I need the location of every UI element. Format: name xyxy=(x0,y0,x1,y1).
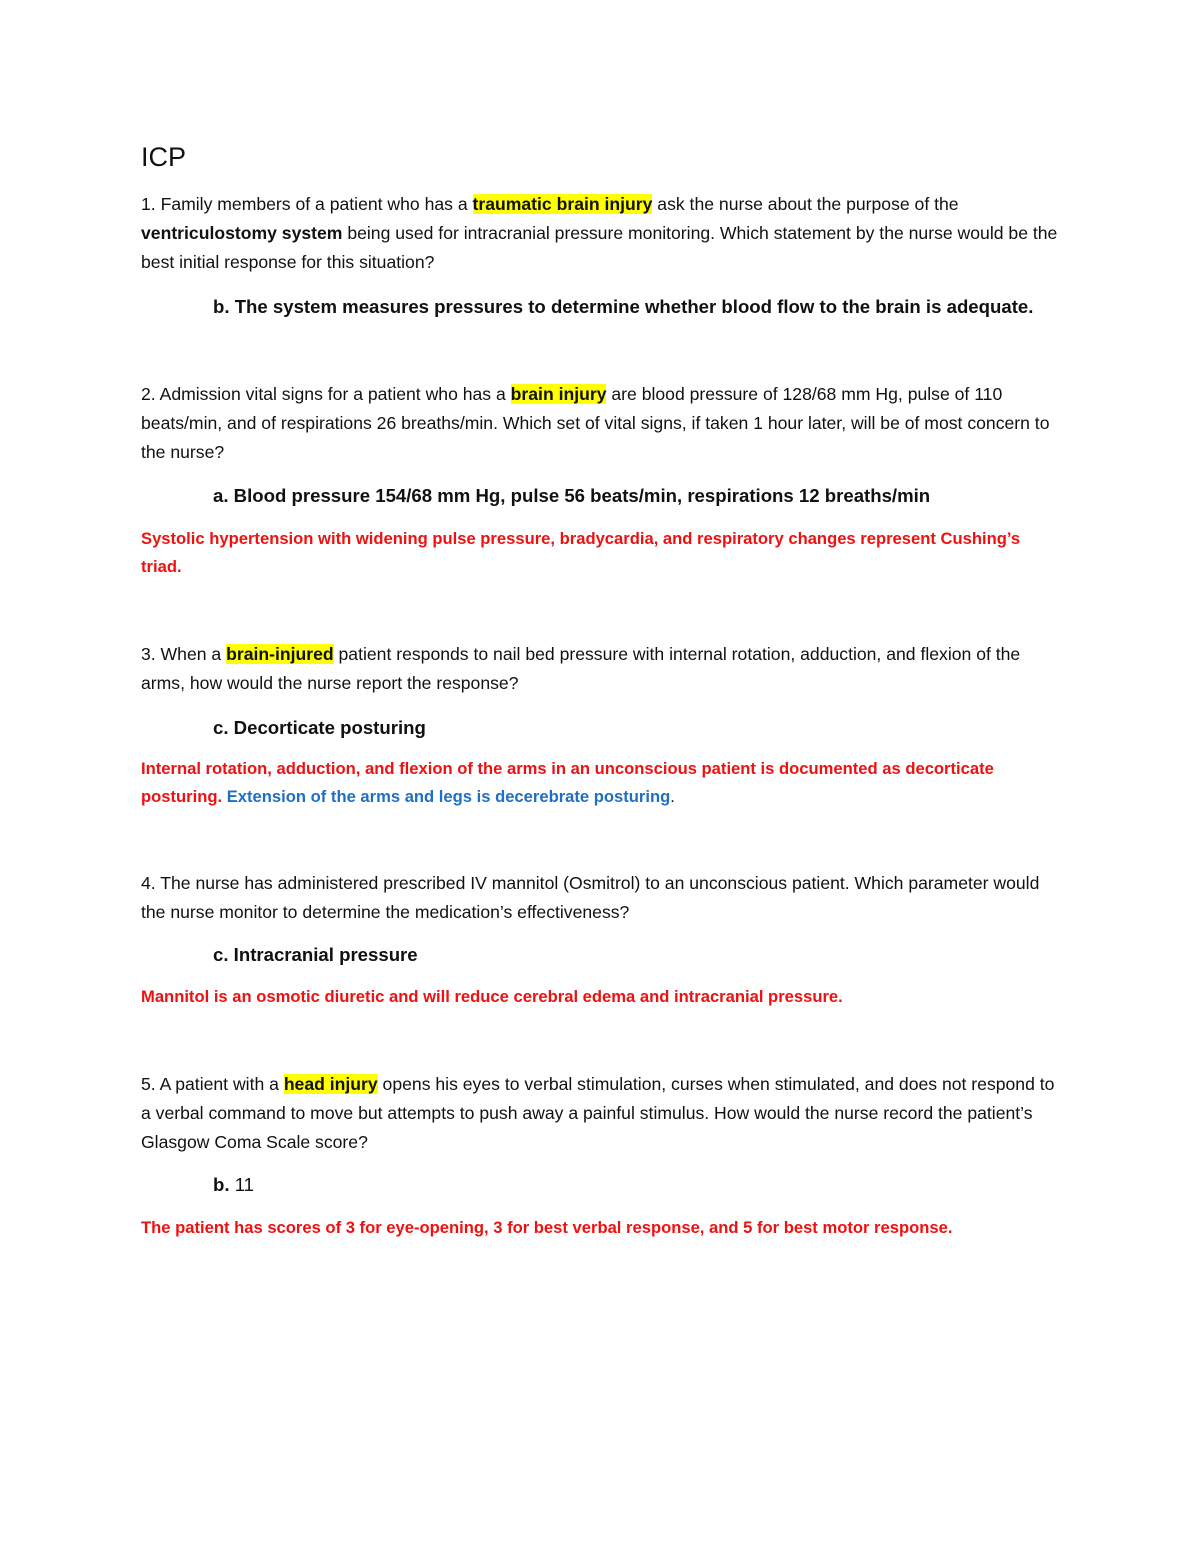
rationale-3-red: Internal rotation, adduction, and flexion of the arms in an unconscious patient is documented as decorticate posturing. xyxy=(141,759,994,806)
question-2-pre: 2. Admission vital signs for a patient who has a xyxy=(141,384,511,404)
answer-3 xyxy=(141,713,1064,743)
bold-ventriculostomy-system: ventriculostomy system xyxy=(141,223,343,243)
rationale-3-blue: Extension of the arms and legs is decerebrate posturing xyxy=(222,787,671,806)
question-2-post: are blood pressure of 128/68 mm Hg, pulse of 110 beats/min, and of respirations 26 breaths/min. Which set of vital signs, if taken 1 hour later, will be of most concern to the nurse? xyxy=(141,384,1050,462)
highlight-head-injury: head injury xyxy=(283,1074,378,1094)
document-title-block xyxy=(141,140,1064,196)
answer-1 xyxy=(141,292,1064,322)
question-5 xyxy=(141,1070,1064,1157)
rationale-4 xyxy=(141,983,1064,1011)
question-3-text xyxy=(141,640,1064,698)
rationale-4-text: Mannitol is an osmotic diuretic and will reduce cerebral edema and intracranial pressure. xyxy=(141,987,843,1006)
highlight-traumatic-brain-injury: traumatic brain injury xyxy=(472,194,653,214)
answer-1-text: b. The system measures pressures to determine whether blood flow to the brain is adequate. xyxy=(213,296,1034,317)
question-1-pre: Family members of a patient who has a xyxy=(155,194,473,214)
question-2-text xyxy=(141,380,1064,467)
rationale-3-text xyxy=(141,755,1064,811)
question-5-text xyxy=(141,1070,1064,1157)
question-1-number: 1. xyxy=(141,194,156,214)
question-1 xyxy=(141,190,1064,277)
highlight-brain-injured: brain-injured xyxy=(226,644,334,664)
question-4-text: 4. The nurse has administered prescribed IV mannitol (Osmitrol) to an unconscious patient. Which parameter would the nurse monitor to determine the medication’s effectiveness? xyxy=(141,873,1040,922)
answer-2 xyxy=(141,481,1064,511)
question-2 xyxy=(141,380,1064,467)
rationale-5 xyxy=(141,1214,1064,1242)
highlight-brain-injury: brain injury xyxy=(510,384,607,404)
question-4 xyxy=(141,869,1064,927)
question-5-pre: 5. A patient with a xyxy=(141,1074,284,1094)
rationale-2-text: Systolic hypertension with widening pulse pressure, bradycardia, and respiratory changes represent Cushing’s triad. xyxy=(141,529,1021,576)
rationale-3-end: . xyxy=(670,787,675,806)
answer-5-value: 11 xyxy=(229,1174,254,1195)
rationale-2 xyxy=(141,525,1064,581)
answer-5 xyxy=(141,1170,1064,1200)
question-5-post: opens his eyes to verbal stimulation, curses when stimulated, and does not respond to a verbal command to move but attempts to push away a painful stimulus. How would the nurse record the patient’s Glasgow Coma Scale score? xyxy=(141,1074,1055,1152)
answer-4-text: c. Intracranial pressure xyxy=(213,944,418,965)
answer-5-text xyxy=(141,1170,1064,1200)
question-1-text xyxy=(141,190,1064,277)
answer-3-text: c. Decorticate posturing xyxy=(213,717,426,738)
rationale-5-text: The patient has scores of 3 for eye-opening, 3 for best verbal response, and 5 for best motor response. xyxy=(141,1218,953,1237)
answer-4 xyxy=(141,940,1064,970)
rationale-3 xyxy=(141,755,1064,811)
answer-2-text: a. Blood pressure 154/68 mm Hg, pulse 56 beats/min, respirations 12 breaths/min xyxy=(213,485,931,506)
question-3-post: patient responds to nail bed pressure with internal rotation, adduction, and flexion of the arms, how would the nurse report the response? xyxy=(141,644,1021,693)
question-3-pre: 3. When a xyxy=(141,644,227,664)
question-3 xyxy=(141,640,1064,698)
question-1-mid: ask the nurse about the purpose of the xyxy=(652,194,959,214)
document-title: ICP xyxy=(141,142,187,172)
answer-5-letter: b. xyxy=(213,1174,230,1195)
question-1-post: being used for intracranial pressure monitoring. Which statement by the nurse would be the best initial response for this situation? xyxy=(141,223,1058,272)
